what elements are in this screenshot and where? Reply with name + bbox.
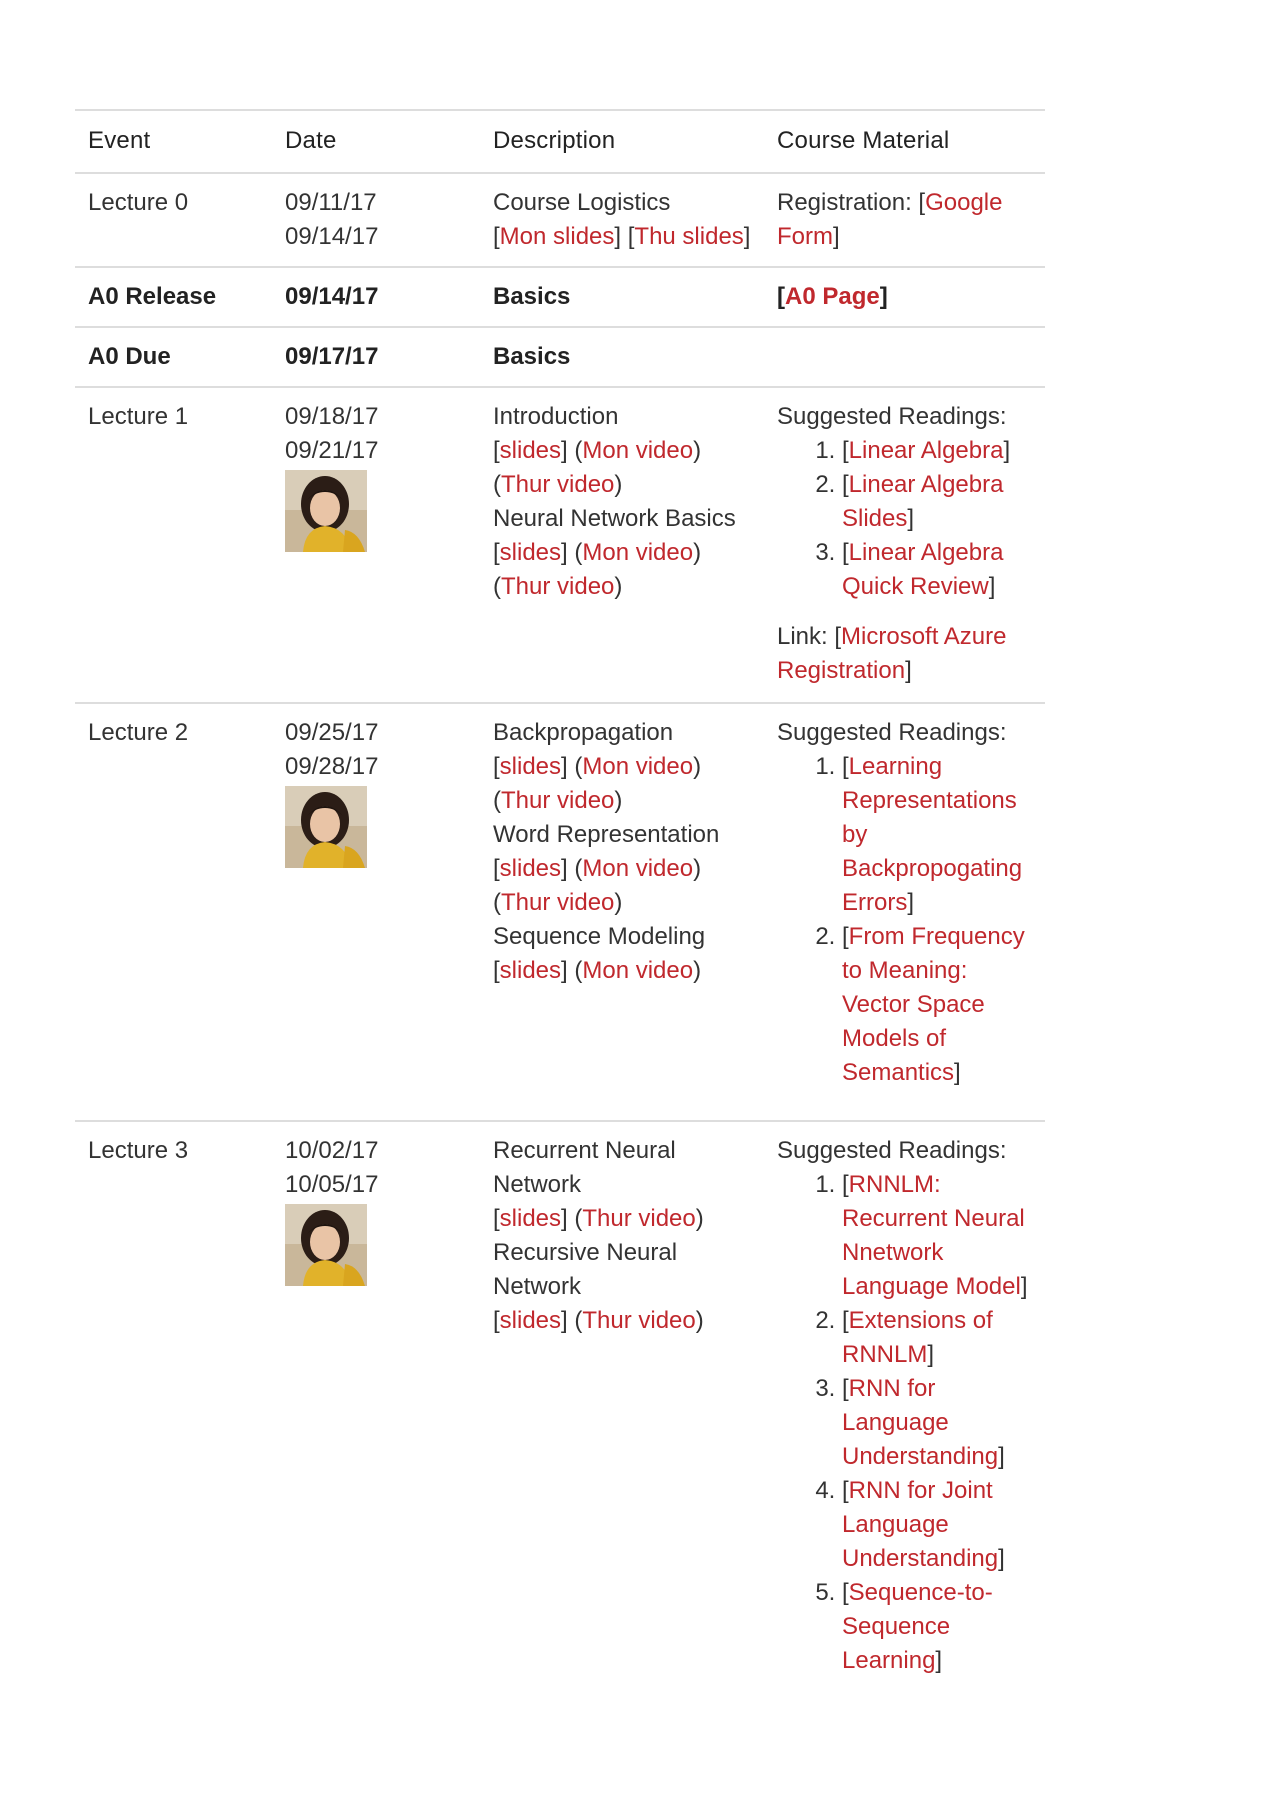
reading-link[interactable]: Learning Representations by Backpropogating Errors xyxy=(842,753,1023,916)
avatar xyxy=(285,1204,367,1286)
reading-link[interactable]: Linear Algebra xyxy=(848,437,1004,464)
table-row-a0-release xyxy=(75,267,1045,327)
description-cell: Course Logistics [Mon slides] [Thu slides] xyxy=(480,173,764,267)
list-item: 3. [RNN for Language Understanding] xyxy=(842,1372,1032,1474)
slides-link[interactable]: slides xyxy=(499,1307,562,1334)
topic-title: Course Logistics xyxy=(493,189,671,216)
readings-list xyxy=(777,750,1032,1090)
slides-link[interactable]: slides xyxy=(499,1205,562,1232)
header-description: Description xyxy=(493,127,616,154)
a0-page-link[interactable]: A0 Page xyxy=(785,283,880,310)
table-row-lecture-3 xyxy=(75,1121,1045,1690)
readings-label: Suggested Readings: xyxy=(777,403,1007,430)
description-cell: Backpropagation [slides] (Mon video) (Thur video) Word Representation [slides] (Mon video) (Thur video) Sequence Modeling [slides] (Mon video) xyxy=(480,703,764,1121)
slides-link[interactable]: slides xyxy=(499,539,562,566)
readings-label: Suggested Readings: xyxy=(777,719,1007,746)
slides-link[interactable]: slides xyxy=(499,753,562,780)
readings-list xyxy=(777,1168,1032,1678)
date-cell xyxy=(272,387,480,703)
readings-label: Suggested Readings: xyxy=(777,1137,1007,1164)
thu-slides-link[interactable]: Thu slides xyxy=(634,223,744,250)
google-form-link[interactable]: Google Form xyxy=(777,189,1003,250)
slides-link[interactable]: slides xyxy=(499,957,562,984)
topic-title: Neural Network Basics xyxy=(493,505,736,532)
event-cell: A0 Release xyxy=(88,283,217,310)
material-cell xyxy=(764,703,1045,1121)
topic-title: Recurrent Neural Network xyxy=(493,1137,676,1198)
mon-video-link[interactable]: Mon video xyxy=(582,753,694,780)
date-value: 10/05/17 xyxy=(285,1171,379,1198)
topic-title: Introduction xyxy=(493,403,619,430)
reading-link[interactable]: RNNLM: Recurrent Neural Nnetwork Language Model xyxy=(842,1171,1025,1300)
list-item: 1. [Learning Representations by Backpropogating Errors] xyxy=(842,750,1032,920)
header-date: Date xyxy=(285,127,337,154)
thur-video-link[interactable]: Thur video xyxy=(501,573,615,600)
list-item: 2. [From Frequency to Meaning: Vector Space Models of Semantics] xyxy=(842,920,1032,1090)
material-cell: [A0 Page] xyxy=(777,283,888,310)
list-item: 5. [Sequence-to-Sequence Learning] xyxy=(842,1576,1032,1678)
date-cell xyxy=(272,703,480,1121)
readings-block xyxy=(777,400,1032,604)
mon-slides-link[interactable]: Mon slides xyxy=(499,223,615,250)
list-item: 3. [Linear Algebra Quick Review] xyxy=(842,536,1032,604)
thur-video-link[interactable]: Thur video xyxy=(582,1205,696,1232)
date-value: 09/21/17 xyxy=(285,437,379,464)
date-value: 09/28/17 xyxy=(285,753,379,780)
thur-video-link[interactable]: Thur video xyxy=(501,471,615,498)
event-cell: Lecture 1 xyxy=(88,403,189,430)
table-row-lecture-2 xyxy=(75,703,1045,1121)
azure-registration-link[interactable]: Microsoft Azure Registration xyxy=(777,623,1007,684)
reading-link[interactable]: Extensions of RNNLM xyxy=(842,1307,993,1368)
mon-video-link[interactable]: Mon video xyxy=(582,855,694,882)
readings-list xyxy=(777,434,1032,604)
description-cell: Basics xyxy=(493,343,571,370)
link-label: Link: xyxy=(777,623,835,650)
registration-label: Registration: xyxy=(777,189,919,216)
event-cell: Lecture 0 xyxy=(88,189,189,216)
topic-title: Word Representation xyxy=(493,821,720,848)
material-cell: Registration: [Google Form] xyxy=(777,189,1003,250)
mon-video-link[interactable]: Mon video xyxy=(582,437,694,464)
reading-link[interactable]: From Frequency to Meaning: Vector Space Models of Semantics xyxy=(842,923,1025,1086)
topic-title: Sequence Modeling xyxy=(493,923,706,950)
list-item: 4. [RNN for Joint Language Understanding] xyxy=(842,1474,1032,1576)
reading-link[interactable]: RNN for Joint Language Understanding xyxy=(842,1477,999,1572)
table-row-a0-due xyxy=(75,327,1045,387)
reading-link[interactable]: RNN for Language Understanding xyxy=(842,1375,999,1470)
reading-link[interactable]: Sequence-to-Sequence Learning xyxy=(842,1579,993,1674)
slides-link[interactable]: slides xyxy=(499,437,562,464)
slides-link[interactable]: slides xyxy=(499,855,562,882)
schedule-page xyxy=(75,109,1045,1690)
table-row-lecture-0 xyxy=(75,173,1045,267)
thur-video-link[interactable]: Thur video xyxy=(501,787,615,814)
date-value: 09/14/17 xyxy=(285,223,379,250)
material-cell xyxy=(764,327,1045,387)
avatar xyxy=(285,470,367,552)
list-item: 2. [Linear Algebra Slides] xyxy=(842,468,1032,536)
material-cell xyxy=(764,387,1045,703)
reading-link[interactable]: Linear Algebra Slides xyxy=(842,471,1004,532)
reading-link[interactable]: Linear Algebra Quick Review xyxy=(842,539,1004,600)
topic-title: Recursive Neural Network xyxy=(493,1239,678,1300)
topic-title: Backpropagation xyxy=(493,719,674,746)
list-item: 1. [Linear Algebra] xyxy=(842,434,1032,468)
thur-video-link[interactable]: Thur video xyxy=(582,1307,696,1334)
date-cell: 09/14/17 xyxy=(285,283,379,310)
date-value: 09/25/17 xyxy=(285,719,379,746)
event-cell: Lecture 3 xyxy=(88,1137,189,1164)
header-event: Event xyxy=(88,127,151,154)
mon-video-link[interactable]: Mon video xyxy=(582,957,694,984)
header-course-material: Course Material xyxy=(777,127,950,154)
table-row-lecture-1 xyxy=(75,387,1045,703)
description-cell: Basics xyxy=(493,283,571,310)
list-item: 2. [Extensions of RNNLM] xyxy=(842,1304,1032,1372)
description-cell: Introduction [slides] (Mon video) (Thur video) Neural Network Basics [slides] (Mon video) (Thur video) xyxy=(480,387,764,703)
list-item: 1. [RNNLM: Recurrent Neural Nnetwork Language Model] xyxy=(842,1168,1032,1304)
date-value: 10/02/17 xyxy=(285,1137,379,1164)
mon-video-link[interactable]: Mon video xyxy=(582,539,694,566)
date-cell: 09/17/17 xyxy=(285,343,379,370)
date-cell xyxy=(272,173,480,267)
avatar xyxy=(285,786,367,868)
material-cell xyxy=(764,1121,1045,1690)
date-value: 09/18/17 xyxy=(285,403,379,430)
azure-link-block: Link: [Microsoft Azure Registration] xyxy=(777,623,1007,684)
date-cell xyxy=(272,1121,480,1690)
schedule-table xyxy=(75,109,1045,1690)
date-value: 09/11/17 xyxy=(285,189,377,216)
table-header-row xyxy=(75,110,1045,173)
event-cell: Lecture 2 xyxy=(88,719,189,746)
description-cell: Recurrent Neural Network [slides] (Thur video) Recursive Neural Network [slides] (Thur video) xyxy=(480,1121,764,1690)
thur-video-link[interactable]: Thur video xyxy=(501,889,615,916)
event-cell: A0 Due xyxy=(88,343,171,370)
